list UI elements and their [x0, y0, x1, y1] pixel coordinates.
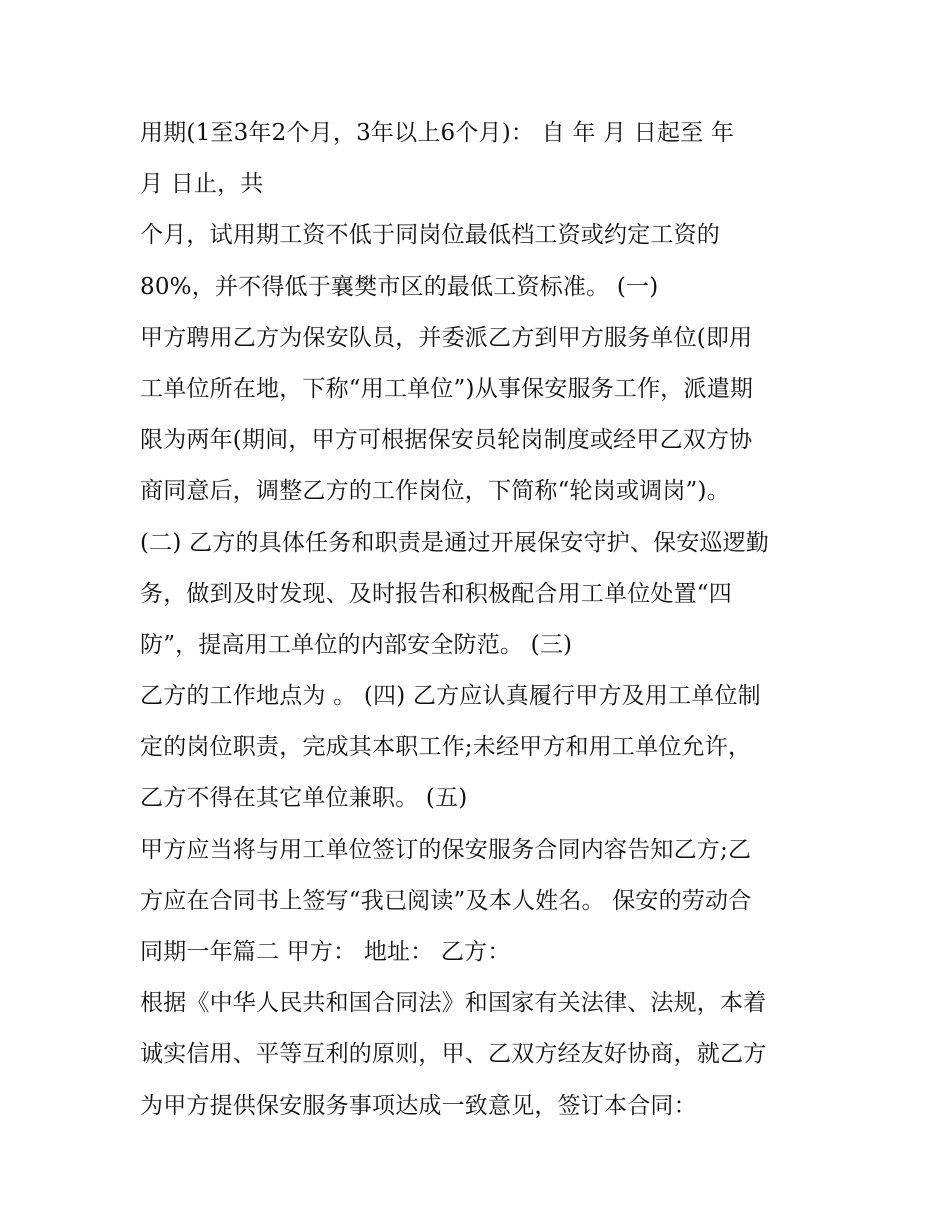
- text-line: 工单位所在地，下称“用工单位”)从事保安服务工作，派遣期: [140, 375, 754, 402]
- text-line: 方应在合同书上签写“我已阅读”及本人姓名。 保安的劳动合: [140, 887, 752, 914]
- text-line: 定的岗位职责，完成其本职工作;未经甲方和用工单位允许，: [140, 734, 752, 761]
- text-line: 80%，并不得低于襄樊市区的最低工资标准。 (一): [140, 273, 659, 300]
- text-line: 个月，试用期工资不低于同岗位最低档工资或约定工资的: [140, 222, 720, 249]
- text-line: 根据《中华人民共和国合同法》和国家有关法律、法规，本着: [140, 990, 767, 1017]
- text-line: 同期一年篇二 甲方： 地址： 乙方：: [140, 939, 511, 965]
- text-line: 为甲方提供保安服务事项达成一致意见，签订本合同：: [140, 1092, 697, 1119]
- text-line: 务，做到及时发现、及时报告和积极配合用工单位处置“四: [140, 580, 732, 607]
- text-line: 用期(1至3年2个月，3年以上6个月)： 自 年 月 日起至 年: [140, 120, 735, 146]
- contract-text: [140, 108, 830, 1132]
- text-line: 甲方聘用乙方为保安队员，并委派乙方到甲方服务单位(即用: [140, 324, 753, 351]
- text-line: 甲方应当将与用工单位签订的保安服务合同内容告知乙方;乙: [140, 836, 752, 863]
- text-line: (二) 乙方的具体任务和职责是通过开展保安守护、保安巡逻勤: [140, 529, 770, 556]
- text-line: 乙方不得在其它单位兼职。 (五): [140, 785, 468, 812]
- text-line: 商同意后，调整乙方的工作岗位，下简称“轮岗或调岗”)。: [140, 478, 730, 505]
- text-line: 防”，提高用工单位的内部安全防范。 (三): [140, 631, 573, 658]
- text-line: 月 日止，共: [140, 171, 264, 198]
- text-line: 乙方的工作地点为 。 (四) 乙方应认真履行甲方及用工单位制: [140, 683, 761, 710]
- text-line: 限为两年(期间，甲方可根据保安员轮岗制度或经甲乙双方协: [140, 427, 753, 454]
- text-line: 诚实信用、平等互利的原则，甲、乙双方经友好协商，就乙方: [140, 1041, 767, 1068]
